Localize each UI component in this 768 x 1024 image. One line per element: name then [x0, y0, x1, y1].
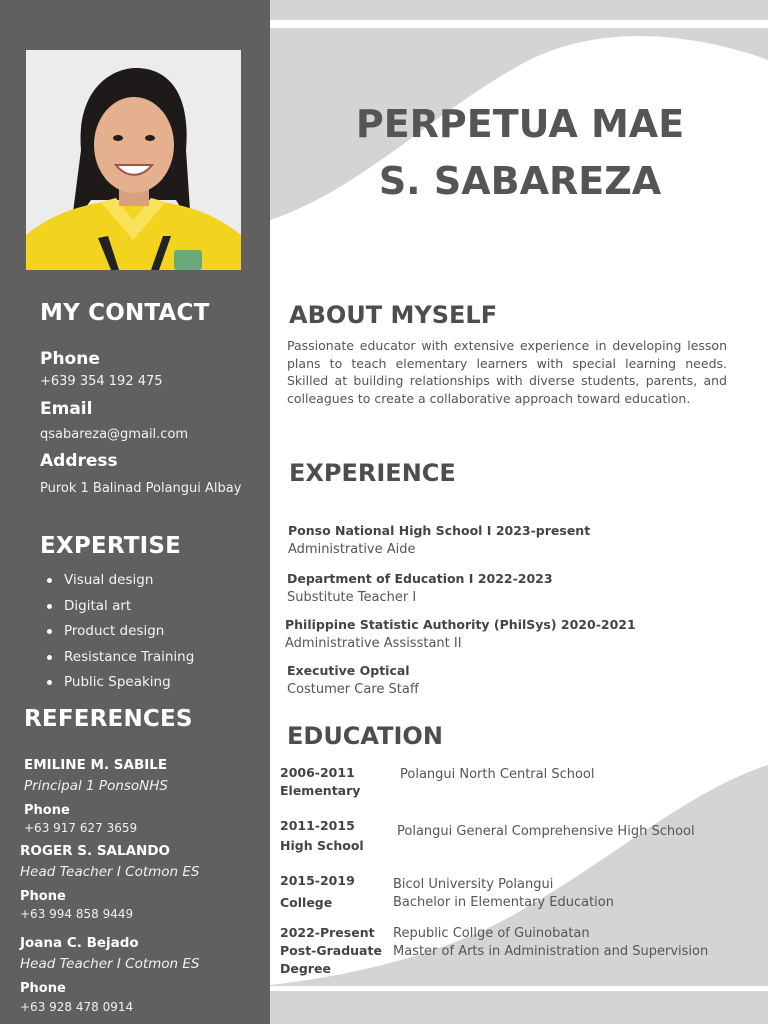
education-school: Polangui North Central School: [400, 767, 595, 782]
experience-title: Executive Optical: [287, 663, 410, 678]
education-year: [280, 872, 355, 912]
address-value: Purok 1 Balinad Polangui Albay: [40, 481, 242, 496]
list-item: Visual design: [40, 570, 194, 596]
profile-photo: [26, 50, 241, 270]
experience-title: Department of Education I 2022-2023: [287, 571, 553, 586]
education-year-value: 2006-2011: [280, 765, 355, 780]
list-item: Public Speaking: [40, 672, 194, 698]
education-school: [393, 925, 708, 960]
reference-phone-label: Phone: [24, 803, 70, 818]
address-label: Address: [40, 451, 118, 471]
expertise-heading: EXPERTISE: [40, 533, 182, 559]
name-line-2: S. SABAREZA: [378, 159, 662, 203]
education-year-value: 2022-Present: [280, 925, 375, 940]
education-heading: EDUCATION: [287, 722, 443, 750]
experience-role: Substitute Teacher I: [287, 590, 417, 605]
about-text: Passionate educator with extensive experience in developing lesson plans to teach elementary learners with special learning needs. Skilled at building relationships with diverse students, parents, and colleagues to create a collaborative approach toward education.: [287, 338, 727, 406]
reference-name: ROGER S. SALANDO: [20, 843, 171, 859]
full-name: [300, 96, 740, 210]
reference-phone: +63 928 478 0914: [20, 1000, 134, 1014]
phone-label: Phone: [40, 349, 100, 369]
education-year-value: 2015-2019: [280, 873, 355, 888]
contact-heading: MY CONTACT: [40, 300, 210, 326]
reference-role: Head Teacher I Cotmon ES: [20, 956, 200, 972]
education-year-value: 2011-2015: [280, 818, 355, 833]
education-degree: Bachelor in Elementary Education: [393, 894, 614, 910]
education-school-name: Bicol University Polangui: [393, 877, 554, 892]
education-year: [280, 817, 364, 855]
phone-value: +639 354 192 475: [40, 374, 163, 389]
experience-role: Administrative Aide: [288, 542, 416, 557]
education-school-name: Republic Collge of Guinobatan: [393, 926, 590, 941]
education-school: [393, 876, 614, 911]
education-year: [280, 764, 360, 800]
reference-role: Principal 1 PonsoNHS: [24, 778, 169, 794]
reference-name: EMILINE M. SABILE: [24, 757, 168, 773]
about-heading: ABOUT MYSELF: [289, 301, 498, 329]
experience-role: Administrative Assisstant II: [285, 636, 462, 651]
education-level: Degree: [280, 961, 331, 976]
experience-title: Philippine Statistic Authority (PhilSys) 2020-2021: [285, 617, 636, 632]
reference-name: Joana C. Bejado: [20, 935, 139, 951]
name-line-1: PERPETUA MAE: [355, 102, 685, 146]
education-level: High School: [280, 838, 364, 853]
reference-phone: +63 917 627 3659: [24, 821, 138, 835]
education-year: [280, 924, 382, 978]
education-level: College: [280, 895, 333, 910]
experience-heading: EXPERIENCE: [289, 459, 456, 487]
education-level: Post-Graduate: [280, 943, 382, 958]
experience-role: Costumer Care Staff: [287, 682, 419, 697]
list-item: Digital art: [40, 596, 194, 622]
reference-role: Head Teacher I Cotmon ES: [20, 864, 200, 880]
reference-phone-label: Phone: [20, 889, 66, 904]
list-item: Product design: [40, 621, 194, 647]
education-degree: Master of Arts in Administration and Supervision: [393, 943, 709, 959]
education-school: Polangui General Comprehensive High School: [397, 824, 695, 839]
education-level: Elementary: [280, 783, 361, 798]
expertise-list: [40, 570, 194, 698]
reference-phone-label: Phone: [20, 981, 66, 996]
email-value: qsabareza@gmail.com: [40, 427, 189, 442]
email-label: Email: [40, 399, 93, 419]
experience-title: Ponso National High School I 2023-present: [288, 523, 591, 538]
list-item: Resistance Training: [40, 647, 194, 673]
references-heading: REFERENCES: [24, 706, 193, 732]
reference-phone: +63 994 858 9449: [20, 907, 134, 921]
sidebar: [0, 0, 270, 1024]
